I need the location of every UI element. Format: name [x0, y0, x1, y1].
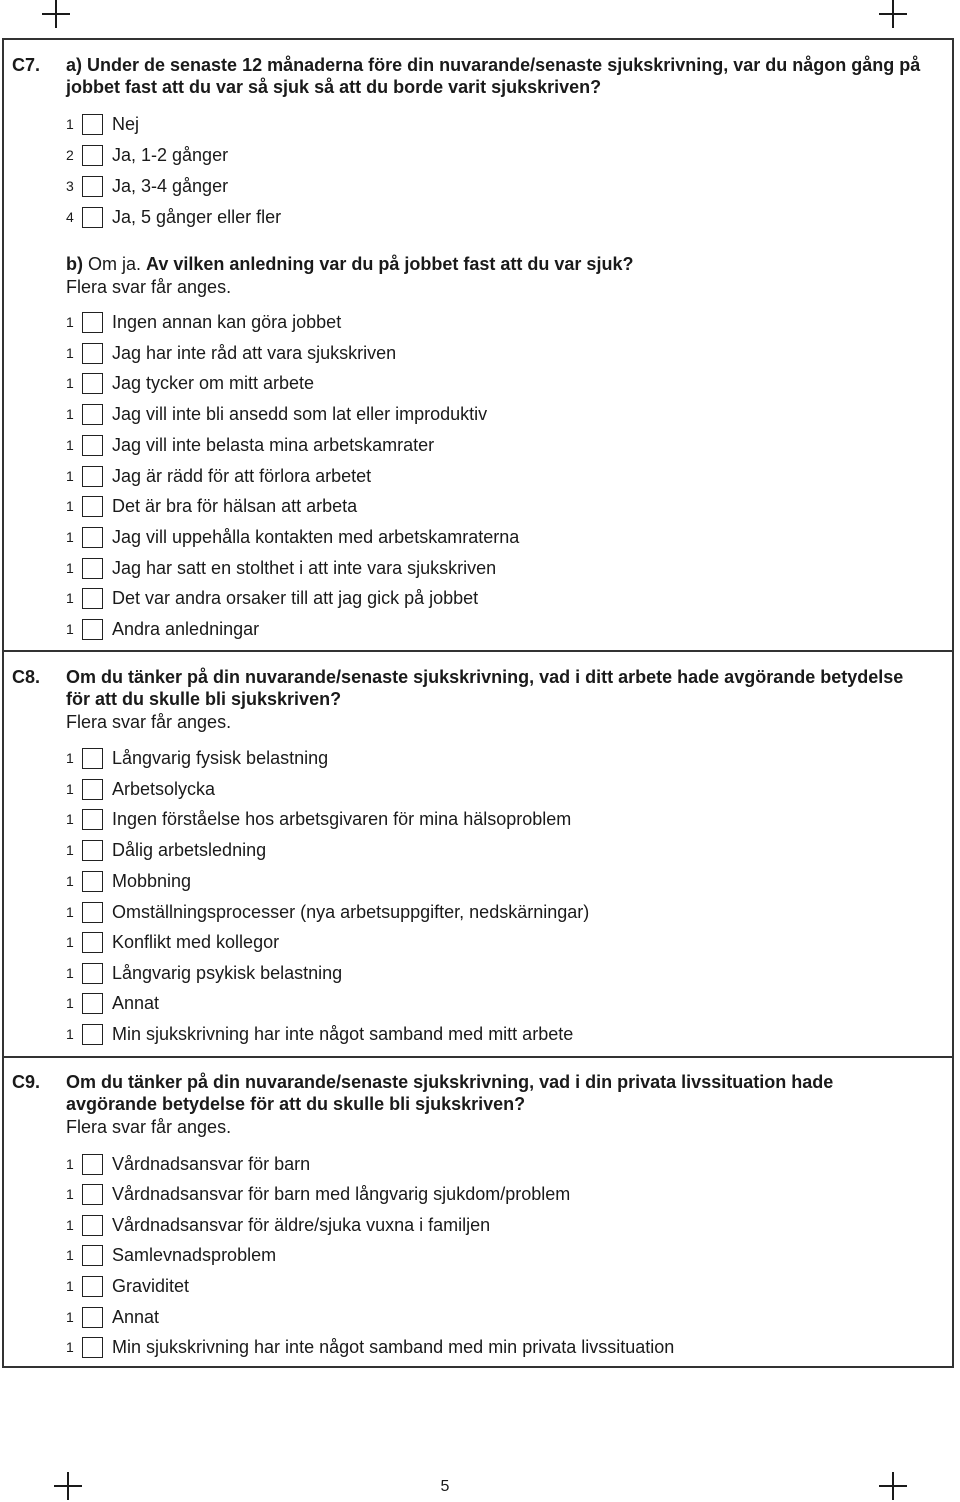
- option-label: Min sjukskrivning har inte något samband med min privata livssituation: [112, 1337, 675, 1357]
- option-c7b-8[interactable]: [66, 525, 519, 549]
- option-code: 1: [66, 375, 74, 391]
- option-c9-2[interactable]: [66, 1182, 570, 1206]
- option-code: 1: [66, 1309, 74, 1325]
- option-label: Långvarig psykisk belastning: [112, 963, 343, 983]
- checkbox[interactable]: [82, 871, 103, 892]
- checkbox[interactable]: [82, 902, 103, 923]
- option-c7b-11[interactable]: [66, 617, 259, 641]
- option-code: 1: [66, 750, 74, 766]
- option-label: Ingen förståelse hos arbetsgivaren för mina hälsoproblem: [112, 809, 572, 829]
- checkbox[interactable]: [82, 312, 103, 333]
- option-label: Det är bra för hälsan att arbeta: [112, 496, 358, 516]
- option-code: 1: [66, 621, 74, 637]
- checkbox[interactable]: [82, 1245, 103, 1266]
- checkbox[interactable]: [82, 1154, 103, 1175]
- option-label: Jag vill inte belasta mina arbetskamrater: [112, 435, 435, 455]
- checkbox[interactable]: [82, 527, 103, 548]
- option-c9-6[interactable]: [66, 1305, 159, 1329]
- option-code: 1: [66, 1026, 74, 1042]
- option-c8-6[interactable]: [66, 900, 589, 924]
- checkbox[interactable]: [82, 1215, 103, 1236]
- checkbox[interactable]: [82, 779, 103, 800]
- option-code: 1: [66, 560, 74, 576]
- option-c9-4[interactable]: [66, 1243, 276, 1267]
- question-prefix-condition: Om ja.: [88, 254, 147, 274]
- option-label: Dålig arbetsledning: [112, 840, 267, 860]
- option-label: Andra anledningar: [112, 619, 260, 639]
- option-label: Konflikt med kollegor: [112, 932, 280, 952]
- option-c7b-5[interactable]: [66, 433, 434, 457]
- checkbox[interactable]: [82, 1337, 103, 1358]
- checkbox[interactable]: [82, 588, 103, 609]
- option-c9-1[interactable]: [66, 1152, 310, 1176]
- checkbox[interactable]: [82, 619, 103, 640]
- checkbox[interactable]: [82, 840, 103, 861]
- option-code: 1: [66, 904, 74, 920]
- section-divider: [4, 650, 952, 652]
- option-c8-2[interactable]: [66, 777, 215, 801]
- option-label: Nej: [112, 114, 140, 134]
- checkbox[interactable]: [82, 932, 103, 953]
- option-label: Min sjukskrivning har inte något samband med mitt arbete: [112, 1024, 574, 1044]
- option-label: Vårdnadsansvar för barn med långvarig sjukdom/problem: [112, 1184, 571, 1204]
- checkbox[interactable]: [82, 404, 103, 425]
- option-code: 1: [66, 314, 74, 330]
- option-c8-10[interactable]: [66, 1022, 573, 1046]
- section-divider: [4, 1056, 952, 1058]
- question-prefix: b): [66, 254, 88, 274]
- question-body: Av vilken anledning var du på jobbet fast att du var sjuk?: [146, 254, 634, 274]
- option-c7b-6[interactable]: [66, 464, 371, 488]
- crop-mark-bottom-left-icon: [54, 1472, 82, 1500]
- checkbox[interactable]: [82, 748, 103, 769]
- option-c8-8[interactable]: [66, 961, 342, 985]
- question-number-c9: C9.: [12, 1072, 41, 1092]
- option-label: Ingen annan kan göra jobbet: [112, 312, 342, 332]
- option-c7a-4[interactable]: [66, 205, 281, 229]
- instruction-hint: Flera svar får anges.: [66, 277, 232, 297]
- checkbox[interactable]: [82, 373, 103, 394]
- checkbox[interactable]: [82, 176, 103, 197]
- option-c9-7[interactable]: [66, 1335, 674, 1359]
- option-c7b-7[interactable]: [66, 494, 357, 518]
- question-number-c7: C7.: [12, 55, 41, 75]
- option-code: 1: [66, 934, 74, 950]
- option-label: Det var andra orsaker till att jag gick på jobbet: [112, 588, 479, 608]
- option-code: 1: [66, 1278, 74, 1294]
- option-c7b-10[interactable]: [66, 586, 478, 610]
- instruction-hint: Flera svar får anges.: [66, 1117, 232, 1137]
- option-c9-3[interactable]: [66, 1213, 490, 1237]
- checkbox[interactable]: [82, 1276, 103, 1297]
- option-label: Jag har inte råd att vara sjukskriven: [112, 343, 397, 363]
- questionnaire-frame: [2, 38, 954, 1368]
- option-label: Arbetsolycka: [112, 779, 216, 799]
- option-label: Jag är rädd för att förlora arbetet: [112, 466, 372, 486]
- option-label: Annat: [112, 993, 160, 1013]
- option-code: 1: [66, 468, 74, 484]
- option-code: 1: [66, 406, 74, 422]
- option-label: Vårdnadsansvar för barn: [112, 1154, 311, 1174]
- option-code: 1: [66, 842, 74, 858]
- checkbox[interactable]: [82, 1307, 103, 1328]
- option-c7b-1[interactable]: [66, 310, 341, 334]
- option-label: Långvarig fysisk belastning: [112, 748, 329, 768]
- checkbox[interactable]: [82, 207, 103, 228]
- question-text-c9: Om du tänker på din nuvarande/senaste sjukskrivning, vad i din privata livssituation hade avgörande betydelse för att du skulle bli sjukskriven?: [66, 1072, 834, 1114]
- option-label: Samlevnadsproblem: [112, 1245, 277, 1265]
- page-number: 5: [440, 1478, 450, 1495]
- option-c7a-2[interactable]: [66, 143, 228, 167]
- option-c8-3[interactable]: [66, 807, 571, 831]
- option-code: 1: [66, 781, 74, 797]
- checkbox[interactable]: [82, 993, 103, 1014]
- option-code: 1: [66, 1247, 74, 1263]
- option-code: 2: [66, 147, 74, 163]
- option-label: Jag vill uppehålla kontakten med arbetskamraterna: [112, 527, 520, 547]
- checkbox[interactable]: [82, 963, 103, 984]
- option-c8-9[interactable]: [66, 991, 159, 1015]
- option-c8-1[interactable]: [66, 746, 328, 770]
- option-label: Ja, 3-4 gånger: [112, 176, 229, 196]
- question-number-c8: C8.: [12, 667, 41, 687]
- option-code: 1: [66, 995, 74, 1011]
- option-code: 1: [66, 1156, 74, 1172]
- question-text-c7a: a) Under de senaste 12 månaderna före din nuvarande/senaste sjukskrivning, var du någon gång på jobbet fast att du var så sjuk så att du borde varit sjukskriven?: [66, 55, 921, 97]
- option-code: 1: [66, 965, 74, 981]
- option-code: 1: [66, 529, 74, 545]
- option-c7b-2[interactable]: [66, 341, 396, 365]
- question-text-c7b: [66, 253, 926, 275]
- option-label: Ja, 5 gånger eller fler: [112, 207, 282, 227]
- checkbox[interactable]: [82, 343, 103, 364]
- option-code: 1: [66, 498, 74, 514]
- checkbox[interactable]: [82, 145, 103, 166]
- option-c9-5[interactable]: [66, 1274, 189, 1298]
- instruction-hint: Flera svar får anges.: [66, 712, 232, 732]
- option-label: Graviditet: [112, 1276, 190, 1296]
- checkbox[interactable]: [82, 558, 103, 579]
- option-code: 1: [66, 590, 74, 606]
- checkbox[interactable]: [82, 466, 103, 487]
- option-code: 1: [66, 1186, 74, 1202]
- option-code: 1: [66, 1217, 74, 1233]
- option-label: Annat: [112, 1307, 160, 1327]
- option-code: 1: [66, 811, 74, 827]
- option-code: 4: [66, 209, 74, 225]
- checkbox[interactable]: [82, 435, 103, 456]
- option-c8-4[interactable]: [66, 838, 266, 862]
- crop-mark-bottom-right-icon: [879, 1472, 907, 1500]
- option-code: 1: [66, 437, 74, 453]
- option-label: Vårdnadsansvar för äldre/sjuka vuxna i familjen: [112, 1215, 491, 1235]
- option-code: 1: [66, 116, 74, 132]
- option-c8-5[interactable]: [66, 869, 191, 893]
- option-label: Jag vill inte bli ansedd som lat eller improduktiv: [112, 404, 488, 424]
- option-c7b-3[interactable]: [66, 371, 314, 395]
- crop-mark-top-left-icon: [42, 0, 70, 28]
- checkbox[interactable]: [82, 1184, 103, 1205]
- option-c7b-4[interactable]: [66, 402, 487, 426]
- checkbox[interactable]: [82, 1024, 103, 1045]
- option-code: 1: [66, 1339, 74, 1355]
- checkbox[interactable]: [82, 496, 103, 517]
- crop-mark-top-right-icon: [879, 0, 907, 28]
- option-label: Mobbning: [112, 871, 192, 891]
- option-c7b-9[interactable]: [66, 556, 496, 580]
- option-label: Ja, 1-2 gånger: [112, 145, 229, 165]
- checkbox[interactable]: [82, 114, 103, 135]
- checkbox[interactable]: [82, 809, 103, 830]
- option-code: 3: [66, 178, 74, 194]
- option-label: Jag har satt en stolthet i att inte vara sjukskriven: [112, 558, 497, 578]
- option-code: 1: [66, 873, 74, 889]
- option-label: Omställningsprocesser (nya arbetsuppgifter, nedskärningar): [112, 902, 590, 922]
- question-text-c8: Om du tänker på din nuvarande/senaste sjukskrivning, vad i ditt arbete hade avgörande betydelse för att du skulle bli sjukskriven?: [66, 667, 904, 709]
- option-c7a-1[interactable]: [66, 112, 139, 136]
- option-c8-7[interactable]: [66, 930, 279, 954]
- option-label: Jag tycker om mitt arbete: [112, 373, 315, 393]
- option-c7a-3[interactable]: [66, 174, 228, 198]
- option-code: 1: [66, 345, 74, 361]
